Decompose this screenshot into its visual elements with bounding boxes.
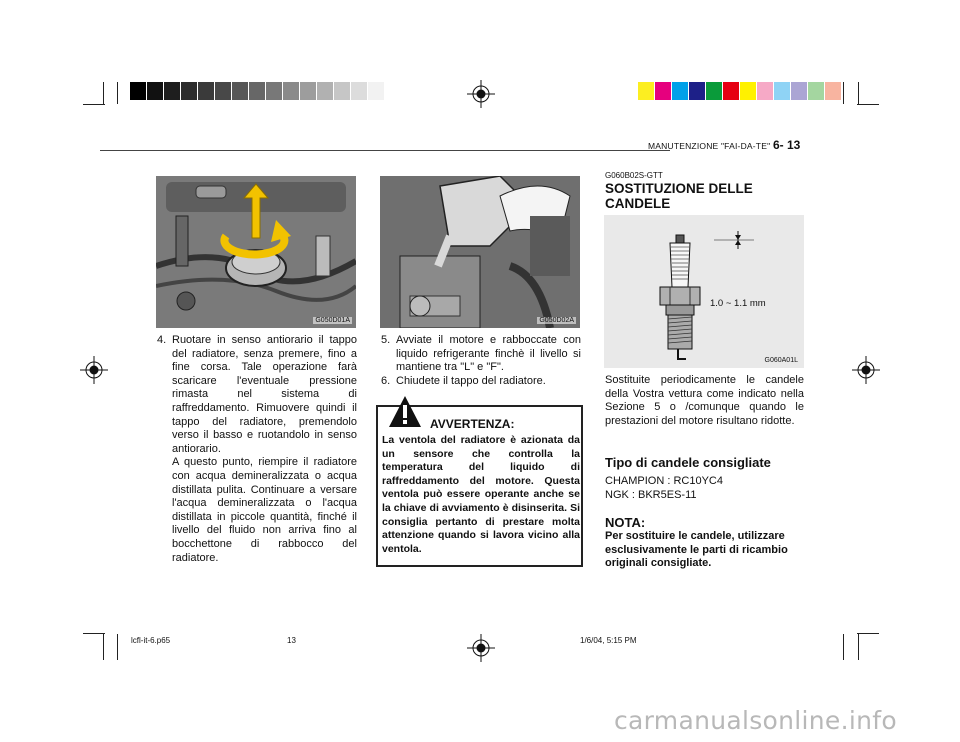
radiator-cap-figure [156,176,356,328]
figure-code: G050D01A [315,317,350,324]
radiator-cap-illustration [156,176,356,328]
document-code: G060B02S-GTT [605,171,663,180]
page-number: 6- 13 [773,138,801,152]
crosshair-target-icon [852,356,880,384]
registration-swatch [317,82,334,100]
registration-swatch [723,82,740,100]
step-number: 5. [381,334,391,346]
registration-swatch [283,82,300,100]
list-item [381,375,581,389]
note-heading: NOTA: [605,515,646,530]
registration-swatch [334,82,351,100]
crop-mark [843,634,844,660]
list-item [381,334,581,375]
spark-plug-illustration [604,215,804,368]
note-text: Per sostituire le candele, utilizzare esclusivamente le parti di ricambio originali consigliate. [605,530,788,570]
step-text: Chiudete il tappo del radiatore. [396,374,546,387]
registration-swatch [351,82,368,100]
list-item [157,334,357,565]
registration-swatch [808,82,825,100]
crop-mark [843,82,844,104]
figure-code: G050D02A [539,317,574,324]
crop-mark [103,634,104,660]
color-registration-bar [638,82,842,100]
registration-swatch [655,82,672,100]
figure-code: G060A01L [764,357,798,364]
crop-mark [857,633,879,634]
registration-swatch [368,82,385,100]
warning-box [376,405,583,567]
intro-paragraph: Sostituite periodicamente le candele della Vostra vettura come indicato nella Sezione 5 o /comunque quando le prestazioni del motore risultano ridotte. [605,374,804,427]
crosshair-target-icon [80,356,108,384]
registration-swatch [232,82,249,100]
registration-swatch [757,82,774,100]
registration-swatch [300,82,317,100]
registration-swatch [215,82,232,100]
coolant-refill-figure [380,176,580,328]
registration-swatch [740,82,757,100]
plug-spec-ngk: NGK : BKR5ES-11 [605,489,697,501]
crop-mark [83,633,105,634]
footer-page: 13 [287,636,296,645]
crop-mark [858,82,859,104]
plug-spec-champion: CHAMPION : RC10YC4 [605,475,723,487]
registration-swatch [689,82,706,100]
registration-swatch [266,82,283,100]
registration-swatch [672,82,689,100]
crop-mark [858,634,859,660]
registration-swatch [164,82,181,100]
step-text: Ruotare in senso antiorario il tappo del radiatore, senza premere, fino a fine corsa. Tale operazione farà scaricare l'eventuale pressione rimasta nel sistema di raffreddamento. Rimuovere quindi il tappo del radiatore, premendolo verso il basso e ruotandolo in senso antiorario. [172,334,357,455]
step-text: Avviate il motore e rabboccate con liquido refrigerante finchè il livello si mantiene tra "L" e "F". [396,334,581,374]
registration-swatch [706,82,723,100]
warning-title: AVVERTENZA: [430,417,515,431]
coolant-refill-illustration [380,176,580,328]
step-number: 4. [157,334,167,346]
registration-swatch [774,82,791,100]
crosshair-target-icon [467,634,495,662]
section-title: MANUTENZIONE "FAI-DA-TE" [648,141,771,151]
crop-mark [117,82,118,104]
subheading-recommended-plugs: Tipo di candele consigliate [605,455,771,470]
crop-mark [117,634,118,660]
header-rule [100,150,670,151]
footer-date: 1/6/04, 5:15 PM [580,636,637,645]
registration-swatch [181,82,198,100]
spark-plug-figure [604,215,804,368]
crop-mark [83,104,105,105]
registration-swatch [130,82,147,100]
registration-swatch [825,82,842,100]
watermark: carmanualsonline.info [614,706,897,735]
gap-dimension-label: 1.0 ~ 1.1 mm [710,298,766,309]
warning-triangle-icon [388,395,422,429]
grayscale-registration-bar [130,82,385,100]
registration-swatch [147,82,164,100]
crop-mark [857,104,879,105]
footer-filename: lcfl-it-6.p65 [131,636,171,645]
step-text-continued: A questo punto, riempire il radiatore con acqua demineralizzata o acqua distillata pulita. Continuare a versare l'acqua demineralizzata o l'acqua distillata in piccole quantità, finché il livello del fluido non arriva fino al bocchettone di rabbocco del radiatore. [172,456,357,564]
coolant-steps-list-1 [157,334,357,565]
coolant-steps-list-2 [381,334,581,388]
registration-swatch [638,82,655,100]
crop-mark [103,82,104,104]
step-number: 6. [381,374,391,387]
registration-swatch [791,82,808,100]
registration-swatch [198,82,215,100]
crosshair-target-icon [467,80,495,108]
warning-text: La ventola del radiatore è azionata da un sensore che controlla la temperatura del liquido di raffreddamento del motore. Questa ventola può essere operante anche se la chiave di avviamento è disinserita. Si consiglia pertanto di prestare molta attenzione quando si lavora vicino alla ventola. [382,434,580,555]
section-heading: SOSTITUZIONE DELLE CANDELE [605,181,753,211]
registration-swatch [249,82,266,100]
